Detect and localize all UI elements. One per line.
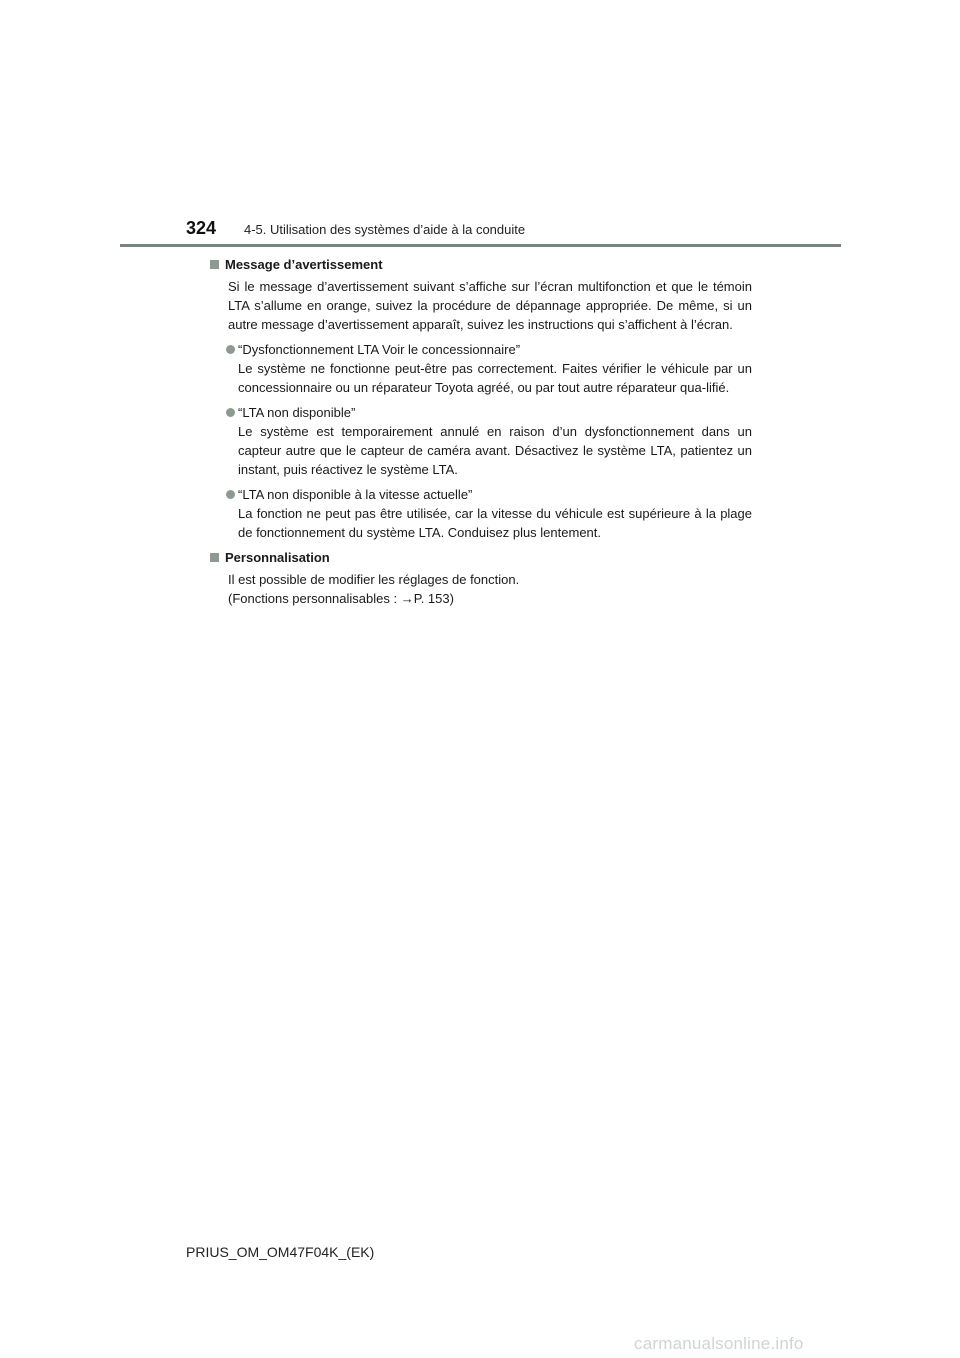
bullet-text: Le système est temporairement annulé en raison d’un dysfonctionnement dans un capteur autre que le capteur de caméra avant. Désactivez le système LTA, patientez un instant, puis réactivez le système LTA.	[238, 424, 752, 477]
bullet-title: “LTA non disponible”	[238, 405, 356, 420]
bullet-title: “Dysfonctionnement LTA Voir le concessionnaire”	[238, 342, 521, 357]
bullet-title: “LTA non disponible à la vitesse actuelle”	[238, 487, 473, 502]
section-heading	[210, 255, 752, 274]
circle-bullet-icon	[226, 490, 235, 499]
bullet-text: La fonction ne peut pas être utilisée, car la vitesse du véhicule est supérieure à la plage de fonctionnement du système LTA. Conduisez plus lentement.	[238, 506, 752, 540]
cross-reference-link[interactable]: (Fonctions personnalisables : →P. 153)	[228, 591, 454, 606]
header-divider	[120, 244, 841, 247]
heading-text: Message d’avertissement	[225, 257, 383, 272]
paragraph-line: Il est possible de modifier les réglages de fonction.	[228, 572, 520, 587]
paragraph: Si le message d’avertissement suivant s’affiche sur l’écran multifonction et que le témoin LTA s’allume en orange, suivez la procédure de dépannage appropriée. De même, si un autre message d’avertissement apparaît, suivez les instructions qui s’affichent à l’écran.	[228, 279, 752, 332]
section-title: 4-5. Utilisation des systèmes d’aide à la conduite	[244, 222, 526, 237]
watermark: carmanualsonline.info	[634, 1334, 804, 1353]
circle-bullet-icon	[226, 345, 235, 354]
section-heading	[210, 548, 752, 567]
square-bullet-icon	[210, 553, 219, 562]
square-bullet-icon	[210, 260, 219, 269]
page-content	[210, 255, 752, 614]
section-customization	[210, 548, 752, 608]
list-item	[210, 403, 752, 479]
heading-text: Personnalisation	[225, 550, 330, 565]
list-item	[210, 340, 752, 397]
circle-bullet-icon	[226, 408, 235, 417]
bullet-text: Le système ne fonctionne peut-être pas correctement. Faites vérifier le véhicule par un concessionnaire ou un réparateur Toyota agréé, ou par tout autre réparateur qua-lifié.	[238, 361, 752, 395]
document-code: PRIUS_OM_OM47F04K_(EK)	[186, 1244, 375, 1260]
section-warning-message	[210, 255, 752, 542]
list-item	[210, 485, 752, 542]
page-number: 324	[186, 218, 217, 238]
